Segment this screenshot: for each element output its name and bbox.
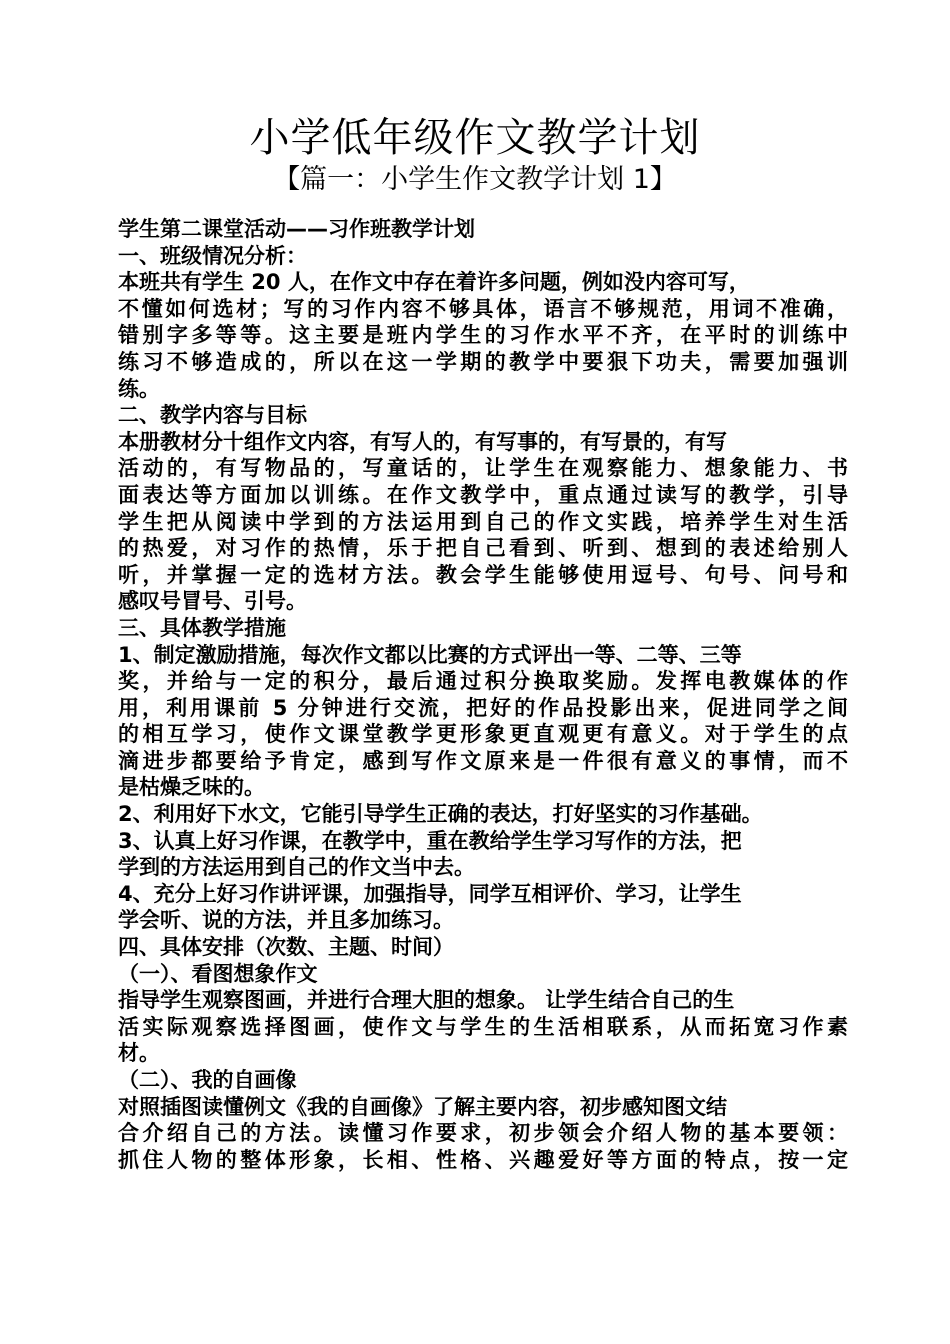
heading-activity: 学生第二课堂活动——习作班教学计划 bbox=[118, 217, 475, 241]
paragraph-line: 活动的，有写物品的，写童话的，让学生在观察能力、想象能力、书 bbox=[118, 456, 848, 481]
paragraph-line: 面表达等方面加以训练。在作文教学中，重点通过读写的教学，引导 bbox=[118, 482, 848, 507]
paragraph-line: 滴进步都要给予肯定，感到写作文原来是一件很有意义的事情，而不 bbox=[118, 748, 848, 773]
paragraph-line: 用，利用课前 5 分钟进行交流，把好的作品投影出来，促进同学之间 bbox=[118, 695, 848, 720]
paragraph-line: 合介绍自己的方法。读懂习作要求，初步领会介绍人物的基本要领： bbox=[118, 1121, 848, 1146]
paragraph-line: 材。 bbox=[118, 1041, 160, 1066]
heading-section-3: 三、具体教学措施 bbox=[118, 615, 286, 640]
subheading-1: （一）、看图想象作文 bbox=[118, 961, 318, 986]
paragraph-line: 学到的方法运用到自己的作文当中去。 bbox=[118, 855, 475, 880]
paragraph-line: 不懂如何选材；写的习作内容不够具体，语言不够规范，用词不准确， bbox=[118, 296, 848, 321]
paragraph-line: 活实际观察选择图画，使作文与学生的生活相联系，从而拓宽习作素 bbox=[118, 1014, 848, 1039]
paragraph-line: 的相互学习，使作文课堂教学更形象更直观更有意义。对于学生的点 bbox=[118, 722, 848, 747]
paragraph-line: 练习不够造成的，所以在这一学期的教学中要狠下功夫，需要加强训 bbox=[118, 349, 848, 374]
paragraph-line: 奖，并给与一定的积分，最后通过积分换取奖励。发挥电教媒体的作 bbox=[118, 669, 848, 694]
paragraph-line: 对照插图读懂例文《我的自画像》了解主要内容，初步感知图文结 bbox=[118, 1094, 727, 1119]
paragraph-line: 4、充分上好习作讲评课，加强指导，同学互相评价、学习，让学生 bbox=[118, 881, 742, 906]
document-body bbox=[118, 216, 848, 1173]
paragraph-line: 3、认真上好习作课，在教学中，重在教给学生学习写作的方法，把 bbox=[118, 828, 742, 853]
paragraph-line: 感叹号冒号、引号。 bbox=[118, 589, 307, 614]
paragraph-line: 学会听、说的方法，并且多加练习。 bbox=[118, 908, 454, 933]
paragraph-line: 的热爱，对习作的热情，乐于把自己看到、听到、想到的表述给别人 bbox=[118, 536, 848, 561]
paragraph-line: 学生把从阅读中学到的方法运用到自己的作文实践，培养学生对生活 bbox=[118, 509, 848, 534]
paragraph-line: 听，并掌握一定的选材方法。教会学生能够使用逗号、句号、问号和 bbox=[118, 562, 848, 587]
document-subtitle: 【篇一：小学生作文教学计划 1】 bbox=[273, 164, 677, 195]
paragraph-line: 1、制定激励措施，每次作文都以比赛的方式评出一等、二等、三等 bbox=[118, 642, 742, 667]
paragraph-line: 是枯燥乏味的。 bbox=[118, 775, 265, 800]
heading-section-4: 四、具体安排（次数、主题、时间） bbox=[118, 935, 454, 960]
paragraph-line: 2、利用好下水文，它能引导学生正确的表达，打好坚实的习作基础。 bbox=[118, 802, 763, 827]
paragraph-line: 练。 bbox=[118, 376, 160, 401]
paragraph-line: 本班共有学生 20 人，在作文中存在着许多问题，例如没内容可写， bbox=[118, 270, 750, 295]
heading-section-2: 二、教学内容与目标 bbox=[118, 403, 307, 428]
paragraph-line: 抓住人物的整体形象，长相、性格、兴趣爱好等方面的特点，按一定 bbox=[118, 1147, 848, 1172]
heading-section-1: 一、班级情况分析： bbox=[118, 243, 307, 268]
paragraph-line: 指导学生观察图画，并进行合理大胆的想象。 让学生结合自己的生 bbox=[118, 988, 735, 1013]
subheading-2: （二）、我的自画像 bbox=[118, 1068, 297, 1092]
document-title: 小学低年级作文教学计划 bbox=[249, 115, 701, 161]
paragraph-line: 本册教材分十组作文内容，有写人的，有写事的，有写景的，有写 bbox=[118, 429, 727, 454]
paragraph-line: 错别字多等等。这主要是班内学生的习作水平不齐，在平时的训练中 bbox=[118, 323, 848, 348]
